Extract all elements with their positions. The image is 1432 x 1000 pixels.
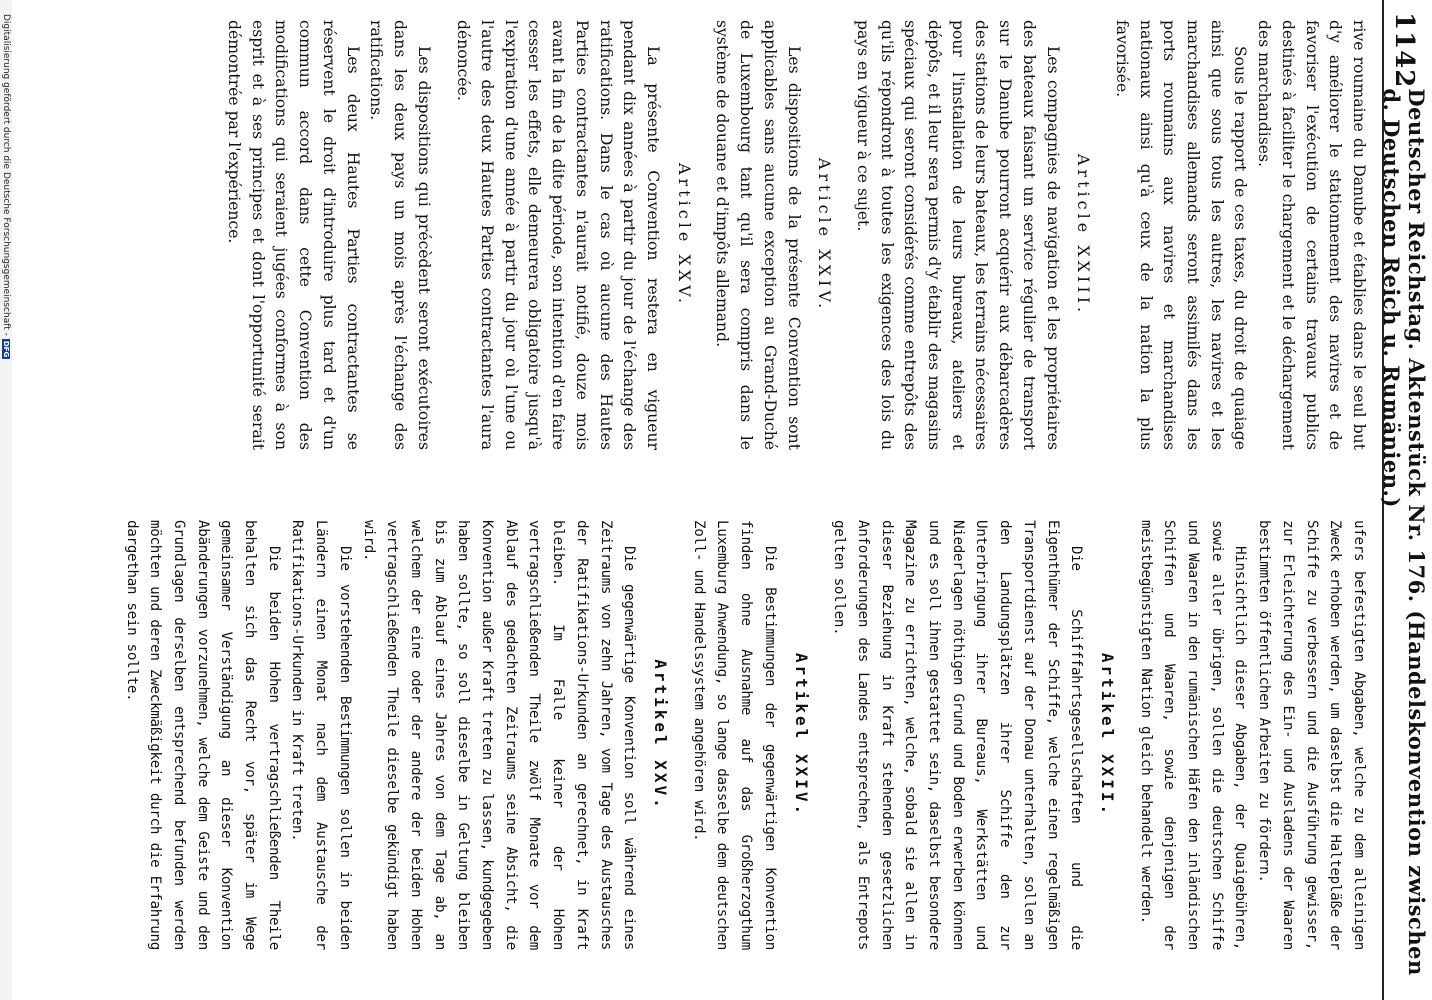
french-column <box>221 20 1370 450</box>
running-title: Deutscher Reichstag. Aktenstück Nr. 176. (Handelskonvention zwischen d. Deutschen Reich u. Rumänien.) <box>1379 88 1429 976</box>
paragraph: Die Schifffahrtsgesellschaften und die Eigenthümer der Schiffe, welche einen regelmäßigen Transportdienst auf der Donau unterhalten, sollen an den Landungsplätzen ihrer Schiffe den zur Unterbringung ihrer Bureaus, Werkstätten und Niederlagen nöthigen Grund und Boden erwerben können und es soll ihnen gestattet sein, daselbst besondere Magazine zu errichten, welche, sobald sie allen in dieser Beziehung in Kraft stehenden gesetzlichen Anforderungen des Landes entsprechen, als Entrepots gelten sollen. <box>831 520 1085 950</box>
paragraph: Die vorstehenden Bestimmungen sollen in beiden Ländern einen Monat nach dem Austausche der Ratifikations-Urkunden in Kraft treten. <box>289 520 353 950</box>
funding-credit-text: Digitalisierung gefördert durch die Deutsche Forschungsgemeinschaft - <box>1 14 11 336</box>
paragraph: rive roumaine du Danube et établies dans le seul but d'y améliorer le stationnement des navires et de favoriser l'exécution de certains travaux publics destinés à faciliter le chargement et le déchargement des marchandises. <box>1255 20 1368 450</box>
paragraph: Die gegenwärtige Konvention soll während eines Zeitraums von zehn Jahren, vom Tage des Austausches der Ratifikations-Urkunden an gerechnet, in Kraft bleiben. Im Falle keiner der Hohen vertragschließenden Theile zwölf Monate vor dem Ablauf des gedachten Zeitraums seine Absicht, die Konvention außer Kraft treten zu lassen, kundgegeben haben sollte, so soll dieselbe in Geltung bleiben bis zum Ablauf eines Jahres von dem Tage ab, an welchem der eine oder der andere der beiden Hohen vertragschließenden Theile dieselbe gekündigt haben wird. <box>360 520 638 950</box>
page-number: 1142 <box>1389 12 1419 89</box>
paragraph: Les compagnies de navigation et les propriétaires des bateaux faisant un service régulier de transport sur le Danube pourront acquérir aux débarcadères des stations de leurs bateaux, les terrains nécessaires pour l'installation de leurs bureaux, ateliers et dépôts, et il leur sera permis d'y établir des magasins spéciaux qui seront considérés comme entrepôts des qu'ils répondront à toutes les exigences des lois du pays en vigueur à ce sujet. <box>853 20 1062 450</box>
paragraph: Hinsichtlich dieser Abgaben, der Quaigebühren, sowie aller übrigen, sollen die deutschen Schiffe und Waaren in den rumänischen Häfen den inländischen Schiffen und Waaren, sowie denjenigen der meistbegünstigten Nation gleich behandelt werden. <box>1137 520 1249 950</box>
paragraph: La présente Convention restera en vigueur pendant dix années à partir du jour de l'échange des ratifications. Dans le cas où aucune des Hautes Parties contractantes n'aurait notifié, douze mois avant la fin de la dite période, son intention d'en faire cesser les effets, elle demeurera obligatoire jusqu'à l'expiration d'une année à partir du jour où l'une ou l'autre des deux Hautes Parties contractantes l'aura dénoncée. <box>454 20 663 450</box>
dfg-logo: DFG <box>2 340 10 358</box>
page-header <box>1379 0 1429 1000</box>
article-heading: Article XXV. <box>674 162 694 307</box>
funding-credit <box>1 14 11 359</box>
paragraph: Les dispositions qui précèdent seront exécutoires dans les deux pays un mois après l'échange des ratifications. <box>367 20 433 450</box>
article-heading: Article XXIII. <box>1074 153 1094 317</box>
article-heading: Artikel XXII. <box>1097 652 1117 818</box>
paragraph: Les deux Hautes Parties contractantes se réservent le droit d'introduire plus tard et d'un commun accord dans cette Convention des modifications qui seraient jugées conformes à son esprit et à ses principes et dont l'opportunité serait démontrée par l'expérience. <box>225 20 362 450</box>
german-column <box>119 520 1370 950</box>
paragraph: Die beiden Hohen vertragschließenden Theile behalten sich das Recht vor, später im Wege gemeinsamer Verständigung an dieser Konvention Abänderungen vorzunehmen, welche dem Geiste und den Grundlagen derselben entsprechend befunden werden möchten und deren Zweckmäßigkeit durch die Erfahrung dargethan sein sollte. <box>123 520 282 950</box>
paragraph: Les dispositions de la présente Convention sont applicables sans aucune exception au Grand-Duché de Luxembourg tant qu'il sera compris dans le système de douane et d'impôts allemand. <box>713 20 803 450</box>
paragraph: ufers befestigten Abgaben, welche zu dem alleinigen Zweck erhoben werden, um daselbst die Haltepläße der Schiffe zu verbessern und die Ausführung gewisser, zur Erleichterung des Ein- und Ausladens der Waaren bestimmten öffentlichen Arbeiten zu fördern. <box>1256 520 1367 950</box>
paragraph: Sous le rapport de ces taxes, du droit de quaiage ainsi que sous tous les autres, les navires et les marchandises allemands seront assimilés dans les ports roumains aux navires et marchandises nationaux ainsi qu'à ceux de la nation la plus favorisée. <box>1112 20 1250 450</box>
article-heading: Artikel XXIV. <box>791 652 811 818</box>
article-heading: Artikel XXV. <box>651 659 671 811</box>
paragraph: Die Bestimmungen der gegenwärtigen Konvention finden ohne Ausnahme auf das Großherzogthum Luxemburg Anwendung, so lange dasselbe dem deutschen Zoll- und Handelssystem angehören wird. <box>690 520 778 950</box>
digitization-footer <box>0 0 12 1000</box>
article-heading: Article XXIV. <box>815 157 835 313</box>
